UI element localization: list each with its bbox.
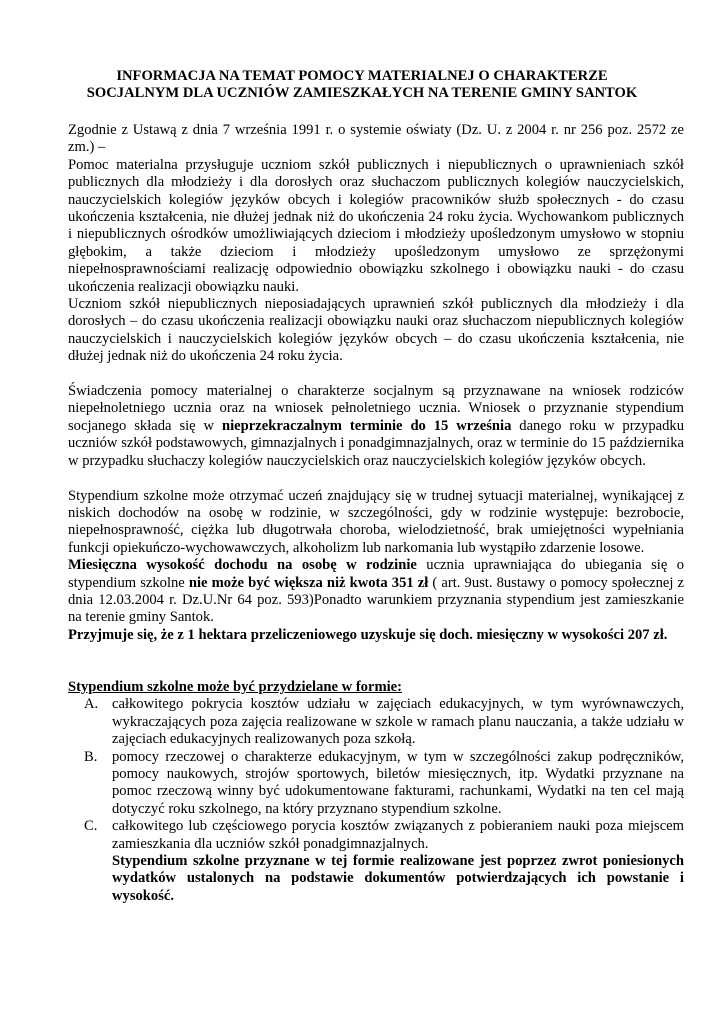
income-limit: nie może być większa niż kwota 351 zł — [188, 574, 429, 591]
application-paragraph: Świadczenia pomocy materialnej o charakterze socjalnym są przyznawane na wniosek rodziców niepełnoletniego ucznia oraz na wniosek pełnoletniego ucznia. Wniosek o przyznanie stypendium socjanego składa się w nieprzekraczalnym terminie do 15 września danego roku w przypadku uczniów szkół podstawowych, gimnazjalnych i ponadgimnazjalnych, oraz w terminie do 15 października w przypadku słuchaczy kolegiów nauczycielskich oraz nauczycielskich kolegiów języków obcych. — [68, 383, 685, 469]
hectare-income-note: Przyjmuje się, że z 1 hektara przeliczeniowego uzyskuje się doch. miesięczny w wysokości 207 zł. — [68, 626, 668, 643]
document-body — [68, 122, 684, 905]
list-item: C. całkowitego lub częściowego porycia kosztów związanych z pobieraniem nauki poza miejscem zamieszkania dla uczniów szkół ponadgimnazjalnych. — [84, 818, 684, 852]
list-item: A. całkowitego pokrycia kosztów udziału w zajęciach edukacyjnych, w tym wyrównawczych, wykraczających poza zajęcia realizowane w szkole w ramach planu nauczania, a także udziału w zajęciach edukacyjnych realizowanych poza szkołą. — [84, 696, 684, 748]
intro-paragraph-2: Uczniom szkół niepublicznych nieposiadających uprawnień szkół publicznych dla młodzieży i dla dorosłych – do czasu ukończenia realizacji obowiązku nauki oraz słuchaczom niepublicznych kolegiów nauczycielskich i nauczycielskich kolegiów języków obcych – do czasu ukończenia kształcenia, nie dłużej jednak niż do ukończenia 24 roku życia. — [68, 296, 684, 365]
forms-closing-note: Stypendium szkolne przyznane w tej formie realizowane jest poprzez zwrot poniesionych wydatków ustalonych na podstawie dokumentów potwierdzających ich powstanie i wysokość. — [112, 853, 684, 904]
forms-list — [68, 696, 684, 853]
deadline: nieprzekraczalnym terminie do 15 września — [222, 417, 512, 434]
eligibility-paragraph: Stypendium szkolne może otrzymać uczeń znajdujący się w trudnej sytuacji materialnej, wynikającej z niskich dochodów na osobę w rodzinie, w szczególności, gdy w rodzinie występuje: bezrobocie, niepełnosprawność, ciężka lub długotrwała choroba, wielodzietność, brak umiejętności wypełniania funkcji opiekuńczo-wychowawczych, alkoholizm lub narkomania lub wystąpiło zdarzenie losowe. — [68, 487, 684, 556]
title-line-2: SOCJALNYM DLA UCZNIÓW ZAMIESZKAŁYCH NA TERENIE GMINY SANTOK — [86, 85, 638, 102]
page-title — [60, 68, 664, 103]
legal-basis: Zgodnie z Ustawą z dnia 7 września 1991 r. o systemie oświaty (Dz. U. z 2004 r. nr 256 poz. 2572 ze zm.) – — [68, 122, 684, 156]
list-item: B. pomocy rzeczowej o charakterze edukacyjnym, w tym w szczególności zakup podręczników, pomocy naukowych, strojów sportowych, biletów miesięcznych, itp. Wydatki przyznane na pomoc rzeczową winny być udokumentowane fakturami, rachunkami, Wydatki na ten cel mają dotyczyć roku szkolnego, na który przyznano stypendium szkolne. — [84, 748, 684, 817]
forms-heading: Stypendium szkolne może być przydzielane w formie: — [68, 678, 402, 695]
income-threshold-paragraph: Miesięczna wysokość dochodu na osobę w rodzinie ucznia uprawniająca do ubiegania się o stypendium szkolne nie może być większa niż kwota 351 zł ( art. 9ust. 8ustawy o pomocy społecznej z dnia 12.03.2004 r. Dz.U.Nr 64 poz. 593)Ponadto warunkiem przyznania stypendium jest zamieszkanie na terenie gminy Santok. — [68, 557, 685, 626]
intro-paragraph-1: Pomoc materialna przysługuje uczniom szkół publicznych i niepublicznych o uprawnieniach szkół publicznych dla młodzieży i dla dorosłych oraz słuchaczom publicznych kolegiów nauczycielskich, nauczycielskich kolegiów języków obcych i kolegiów pracowników służb społecznych - do czasu ukończenia kształcenia, nie dłużej jednak niż do ukończenia 24 roku życia. Wychowankom publicznych i niepublicznych ośrodków umożliwiających dzieciom i młodzieży upośledzonym umysłowo w stopniu głębokim, a także dzieciom i młodzieży upośledzonym umysłowo ze sprzężonymi niepełnosprawnościami realizację odpowiednio obowiązku szkolnego i obowiązku nauki - do czasu ukończenia realizacji obowiązku nauki. — [68, 156, 684, 295]
title-line-1: INFORMACJA NA TEMAT POMOCY MATERIALNEJ O CHARAKTERZE — [116, 68, 608, 84]
